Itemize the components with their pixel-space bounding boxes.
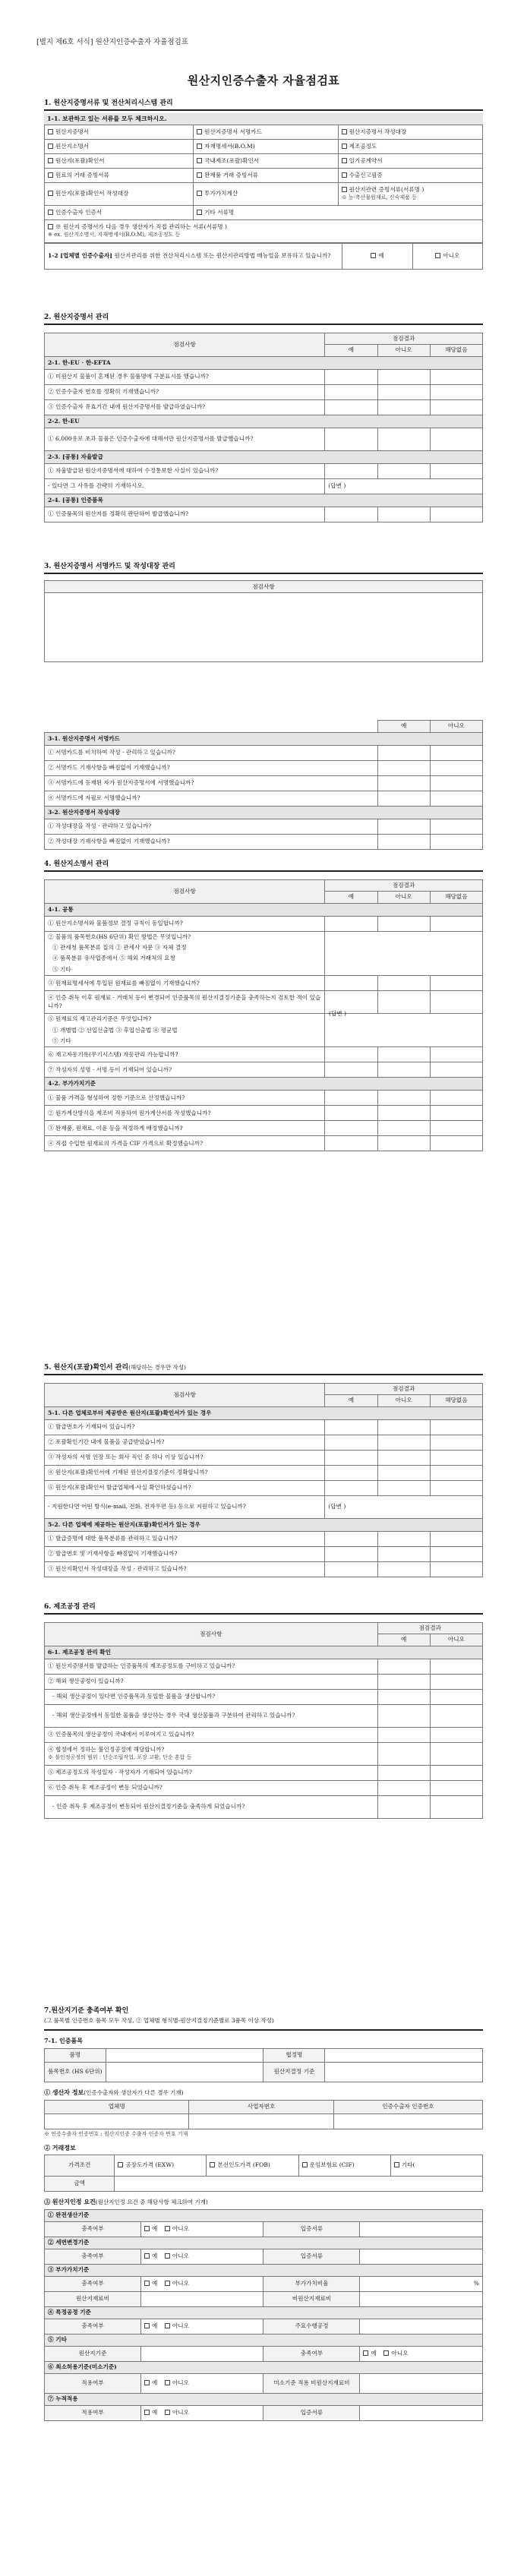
section-3 [44, 562, 483, 850]
subsection-title: 5-2. 다른 업체에 제공하는 원산지(포괄)확인서가 있는 경우 [45, 1518, 483, 1531]
option-line: ⑤ 기타 [45, 964, 325, 976]
checkbox[interactable] [48, 172, 53, 178]
row-label: 적용여부 [45, 2373, 141, 2393]
yes-label: 예 [151, 2225, 158, 2233]
checkbox[interactable] [394, 2162, 399, 2167]
section-7 [44, 2006, 483, 2421]
header-result: 점검결과 [325, 333, 483, 345]
check-question: ② 해외 생산공정이 있습니까? [45, 1674, 378, 1689]
option-label: 기타( [401, 2161, 415, 2169]
option-line: ⑤ 기타 [45, 1036, 325, 1047]
section-2-table [44, 333, 483, 522]
checkbox[interactable] [48, 224, 53, 229]
question-code: 1-2 [업체별 인증수출자] [48, 252, 112, 260]
section-1-title: 1. 원산지증명서류 및 전산처리시스템 관리 [44, 99, 173, 107]
producer-info-title [44, 2088, 483, 2098]
checkbox[interactable] [48, 144, 53, 149]
check-question: ③ 인증품목의 생산공정이 국내에서 이루어지고 있습니까? [45, 1727, 378, 1742]
subsection-title: 4-1. 공통 [45, 903, 483, 916]
yes-checkbox[interactable] [363, 2350, 368, 2356]
check-question: ② 작성대장 기재사항을 빠짐없이 기재했습니까? [45, 834, 378, 849]
header-result: 점검결과 [325, 880, 483, 892]
requirement-title: ⑥ 최소허용기준(미소기준) [45, 2361, 483, 2373]
check-question: - 해외 생산공정에서 동일한 물품을 생산하는 경우 국내 생산물품과 구분하여 관리하고 있습니까? [45, 1704, 378, 1727]
row-label: 원산지재료비 [45, 2291, 141, 2306]
check-question: ④ 직접 수입한 원재료의 가격을 CIF 가격으로 확정했습니까? [45, 1136, 325, 1151]
check-question: ④ 서명카드에 자필로 서명했습니까? [45, 791, 378, 806]
check-item: 원료의 거래 증빙서류 [55, 171, 109, 178]
checkbox[interactable] [197, 129, 202, 134]
no-checkbox[interactable] [435, 253, 440, 258]
check-question [45, 1742, 378, 1765]
subsection-title: 7-1. 인증품목 [44, 2037, 83, 2045]
check-item: 원산지증명서 [55, 128, 90, 135]
no-checkbox[interactable] [165, 2281, 170, 2286]
row-label: 비원산지재료비 [264, 2291, 360, 2306]
option-line: ① 관세청 품목분류 질의 ② 관세사 자문 ③ 자체 결정 [45, 942, 325, 953]
check-question: ⑤ 원산지(포괄)확인서 발급업체에 사실 확인하셨습니까? [45, 1480, 325, 1495]
goods-field[interactable] [106, 2049, 264, 2063]
section-5 [44, 1363, 483, 1577]
section-5-title-note: (해당하는 경우만 작성) [128, 1364, 186, 1371]
no-label: 아니오 [391, 2350, 409, 2357]
header-result: 점검결과 [325, 1384, 483, 1395]
company-field[interactable] [45, 2114, 189, 2129]
checkbox[interactable] [48, 191, 53, 196]
check-question: - 인증 취득 후 제조공정이 변동되어 원산지결정기준을 충족하게 되었습니까? [45, 1795, 378, 1818]
check-question: ① 원산지소명서와 물품정보 결정 규칙이 동일합니까? [45, 916, 325, 931]
header-na: 해당없음 [430, 345, 482, 356]
incoterms-label: 가격조건 [45, 2155, 115, 2177]
section-1-1-title: 1-1. 보관하고 있는 서류를 모두 체크하시오. [44, 113, 483, 125]
subsection-title: 2-1. 한-EU · 한-EFTA [45, 356, 483, 369]
check-item: 원산지증명서 서명카드 [204, 128, 262, 135]
origin-req-note: (원산지인정 요건 중 해당사항 체크하여 기재) [95, 2199, 208, 2206]
no-label: 아니오 [172, 2409, 189, 2417]
company-header: 업체명 [45, 2100, 189, 2114]
header-item: 점검사항 [45, 581, 483, 593]
requirement-title: ① 완전생산기준 [45, 2209, 483, 2221]
no-checkbox[interactable] [165, 2410, 170, 2415]
requirements-table [44, 2209, 483, 2421]
criteria-field[interactable] [140, 2346, 264, 2361]
header-no: 아니오 [377, 1395, 430, 1406]
row-label: 충족여부 [45, 2221, 141, 2237]
requirement-title: ⑦ 누적적용 [45, 2393, 483, 2405]
row-label: 부가가치비율 [264, 2276, 360, 2291]
evidence-field[interactable] [360, 2221, 483, 2237]
header-na: 해당없음 [430, 892, 482, 903]
header-result: 점검결과 [377, 1623, 482, 1634]
section-7-title: 7.원산지기준 충족여부 확인 [44, 2007, 129, 2015]
agreement-field[interactable] [325, 2049, 483, 2063]
checkbox[interactable] [197, 144, 202, 149]
subsection-title: 3-2. 원산지증명서 작성대장 [45, 806, 483, 819]
header-no: 아니오 [430, 720, 482, 732]
header-yes: 예 [325, 892, 377, 903]
question-text: ④ 협정에서 정하는 불인정공정에 해당합니까? [48, 1745, 165, 1753]
approval-header: 인증수출자 인증번호 [333, 2100, 482, 2114]
hs-label: 품목번호 (HS 6단위) [45, 2063, 106, 2082]
yes-checkbox[interactable] [144, 2253, 150, 2259]
yes-checkbox[interactable] [371, 253, 376, 258]
subsection-title: 5-1. 다른 업체로부터 제공받은 원산지(포괄)확인서가 있는 경우 [45, 1406, 483, 1419]
check-question: ② 서명카드 기재사항을 빠짐없이 기재했습니까? [45, 760, 378, 775]
check-question: ⑤ 제조공정도의 작성일자 · 작성자가 기재되어 있습니까? [45, 1765, 378, 1780]
subsection-title: 2-3. [공통] 자율발급 [45, 450, 483, 463]
row-label: 원산지기준 [45, 2346, 141, 2361]
checkbox[interactable] [342, 158, 347, 163]
trade-table [44, 2155, 483, 2192]
requirement-title: ④ 특정공정 기준 [45, 2306, 483, 2319]
check-question: ① 서명카드를 비치하여 작성 · 관리하고 있습니까? [45, 745, 378, 760]
check-question: ② 인증수출자 번호를 정확히 기재했습니까? [45, 384, 325, 399]
header-item: 점검사항 [45, 1623, 378, 1646]
check-question: ② 원가계산방식을 제조비 적용하여 원가계산서를 작성했습니까? [45, 1106, 325, 1121]
note: ※ 농·축산물원재료, 신숙제품 등 [341, 194, 417, 201]
row-label: 주요수행공정 [264, 2319, 360, 2334]
header-na: 해당없음 [430, 1395, 482, 1406]
check-item: ※ 원산지 증명서가 다음 경우 생산자가 직접 관리하는 서류(서류명 ) [55, 223, 227, 231]
amount-label: 금액 [45, 2177, 115, 2192]
section-5-title [44, 1363, 483, 1372]
section-6-title: 6. 제조공정 관리 [44, 1603, 96, 1611]
criteria-field[interactable] [325, 2063, 483, 2082]
subsection-title: 2-4. [공통] 인증품목 [45, 494, 483, 507]
row-label: 입증서류 [264, 2405, 360, 2420]
section-7-note: (그 품목별 인증번호 품목 모두 작성, ② 업체별 형식별-원산지결정기준별로 3품목 이상 작성) [44, 2017, 274, 2025]
document-checklist [44, 125, 483, 243]
system-question [44, 243, 483, 270]
checkbox[interactable] [197, 210, 202, 215]
form-number: [별지 제6호 서식] 원산지인증수출자 자율점검표 [36, 38, 188, 46]
check-item: 원산지(포괄)확인서 작성대장 [55, 190, 129, 197]
requirement-title: ② 세번변경기준 [45, 2237, 483, 2249]
check-question: ② 발급번호 및 기재사항을 빠짐없이 기재했습니까? [45, 1546, 325, 1561]
checkbox[interactable] [197, 172, 202, 178]
checkbox[interactable] [118, 2162, 123, 2167]
document-title: 원산지인증수출자 자율점검표 [187, 74, 340, 87]
checkbox[interactable] [48, 210, 53, 215]
check-question: ① 발급증명에 대한 품목분류를 관리하고 있습니까? [45, 1531, 325, 1546]
check-question: - 있다면 그 사유를 간략히 기재하시오. [45, 478, 325, 494]
goods-table [44, 2048, 483, 2082]
check-question: ④ 인증 취득 이후 원재료 · 거래처 등이 변경되어 인증품목의 원산지결정기준을 충족하는지 검토한 적이 있습니까? [45, 991, 325, 1014]
checkbox[interactable] [342, 129, 347, 134]
checkbox[interactable] [197, 158, 202, 163]
note: ※ 불인정공정의 범위 : 단순조립작업, 포장 교환, 단순 혼합 등 [48, 1754, 192, 1761]
yes-checkbox[interactable] [144, 2410, 150, 2415]
producer-table [44, 2100, 483, 2129]
header-yes: 예 [377, 720, 430, 732]
check-item: 원산지소명서 [55, 142, 90, 150]
section-2-title: 2. 원산지증명서 관리 [44, 314, 109, 321]
header-item: 점검사항 [45, 1384, 325, 1407]
producer-footnote: ※ 인증수출자 인증번호 : 원산지인증 수출자 인증자 번호 기재 [44, 2130, 188, 2137]
agreement-label: 협정명 [264, 2049, 325, 2063]
checkbox[interactable] [48, 129, 53, 134]
no-label: 아니오 [172, 2225, 189, 2233]
check-item: 원산지증명서 작성대장 [349, 128, 407, 135]
trade-info-title: ② 거래정보 [44, 2144, 76, 2152]
no-checkbox[interactable] [383, 2350, 389, 2356]
row-label: 충족여부 [264, 2346, 360, 2361]
row-label: 미소기준 적용 비원산지재료비 [264, 2373, 360, 2393]
origin-req-label: ③ 원산지인정 요건 [44, 2198, 96, 2206]
check-question: ④ 원산지(포괄)확인서에 기재된 원산지결정기준이 정확합니까? [45, 1465, 325, 1480]
no-label: 아니오 [172, 2322, 189, 2330]
check-question: ⑥ 인증 취득 후 제조공정이 변동 되었습니까? [45, 1780, 378, 1795]
yes-checkbox[interactable] [144, 2226, 150, 2231]
evidence-field[interactable] [360, 2249, 483, 2264]
check-item: 인증수출자 인증서 [55, 208, 103, 216]
checkbox[interactable] [342, 172, 347, 178]
check-item: 원산지관련 증빙서류(서류명 ) [349, 186, 424, 194]
no-checkbox[interactable] [165, 2380, 170, 2385]
bizno-header: 사업자번호 [189, 2100, 333, 2114]
subsection-title: 4-2. 부가가치기준 [45, 1078, 483, 1091]
check-item: 수출신고필증 [349, 171, 383, 178]
check-question: ⑥ 재고자동기록(무기시스템) 자동관리 가능합니까? [45, 1047, 325, 1062]
answer-field[interactable]: (답변 ) [325, 478, 483, 494]
section-1 [44, 99, 483, 270]
approval-field[interactable] [333, 2114, 482, 2129]
row-label: 입증서류 [264, 2249, 360, 2264]
checkbox[interactable] [342, 144, 347, 149]
check-question: ① 자율발급된 원산지증명서에 대하여 수정통보한 사실이 있습니까? [45, 463, 325, 478]
section-2 [44, 313, 483, 522]
check-question: - 해외 생산공정이 있다면 인증품목과 동일한 물품을 생산합니까? [45, 1689, 378, 1704]
yes-label: 예 [151, 2379, 158, 2387]
material-field[interactable] [140, 2291, 264, 2306]
yes-label: 예 [151, 2322, 158, 2330]
evidence-field[interactable] [360, 2405, 483, 2420]
yes-label: 예 [371, 2350, 377, 2357]
subsection-title: 2-2. 한-EU [45, 415, 483, 428]
check-question: ① 물품 가격을 형성하여 정한 기준으로 산정했습니까? [45, 1091, 325, 1106]
header-yes: 예 [325, 345, 377, 356]
check-question: ③ 작성자의 서명 인장 또는 회사 직인 중 하나 이상 있습니까? [45, 1450, 325, 1465]
check-question: ② 물품의 품목번호(HS 6단위) 확인 방법은 무엇입니까? [45, 931, 325, 942]
checkbox[interactable] [302, 2162, 308, 2167]
row-label: 적용여부 [45, 2405, 141, 2420]
yes-label: 예 [151, 2280, 158, 2287]
header-no: 아니오 [377, 345, 430, 356]
check-question: ⑦ 작성자의 성명 · 서명 등이 기재되어 있습니까? [45, 1062, 325, 1078]
answer-field[interactable]: (답변 ) [325, 1495, 483, 1518]
yes-label: 예 [151, 2252, 158, 2260]
header-item: 점검사항 [45, 880, 325, 904]
option-label: 운임보험료 (CIF) [309, 2161, 355, 2169]
section-5-table [44, 1383, 483, 1577]
no-label: 아니오 [172, 2379, 189, 2387]
producer-info-label: ① 생산자 정보 [44, 2088, 84, 2097]
requirement-title: ③ 부가가치기준 [45, 2264, 483, 2276]
check-question: ① 작성대장을 작성 · 관리하고 있습니까? [45, 819, 378, 834]
process-field[interactable] [360, 2319, 483, 2334]
check-item: 투가가치계산 [204, 190, 238, 197]
question-text: 원산지관리를 위한 전산처리시스템 또는 원산지관리방법 매뉴얼을 보유하고 있습니까? [114, 252, 331, 260]
section-3-table [44, 720, 483, 850]
header-item: 점검사항 [45, 333, 325, 357]
check-question: ③ 서명카드에 등재된 자가 원산지증명서에 서명했습니까? [45, 775, 378, 791]
option-line: ① 개별법 ② 선입선출법 ③ 후입선출법 ④ 평균법 [45, 1025, 325, 1036]
row-label: 입증서류 [264, 2221, 360, 2237]
check-question: ① 인증품목의 원산지를 정확히 판단하여 발급했습니까? [45, 507, 325, 522]
amount-field[interactable] [115, 2177, 483, 2192]
checkbox[interactable] [48, 158, 53, 163]
yes-label: 예 [378, 252, 384, 260]
bizno-field[interactable] [189, 2114, 333, 2129]
row-label: 충족여부 [45, 2249, 141, 2264]
option-label: 공장도가격 (EXW) [125, 2161, 175, 2169]
yes-checkbox[interactable] [144, 2323, 150, 2328]
check-question: ③ 완제품, 원재료, 이윤 등을 적정하게 배정했습니까? [45, 1121, 325, 1136]
check-question: ③ 인증수출자 유효기간 내에 원산지증명서를 발급하였습니까? [45, 399, 325, 415]
note: ※ ex. 원산지소명서, 자재명세서(B.O.M), 제조공정도 등 [48, 232, 181, 238]
check-item: 일기공계약서 [349, 156, 383, 164]
header-yes: 예 [325, 1395, 377, 1406]
yes-checkbox[interactable] [144, 2380, 150, 2385]
section-3-spacer [44, 593, 483, 662]
checkbox[interactable] [197, 191, 202, 196]
header-no: 아니오 [377, 892, 430, 903]
subsection-title: 3-1. 원산지증명서 서명카드 [45, 732, 483, 745]
section-3-header-table [44, 580, 483, 593]
section-6 [44, 1602, 483, 1819]
criteria-label: 원산지결정 기준 [264, 2063, 325, 2082]
checkbox[interactable] [342, 187, 347, 192]
goods-label: 품명 [45, 2049, 106, 2063]
section-4-table [44, 879, 483, 1151]
no-checkbox[interactable] [165, 2253, 170, 2259]
producer-info-note: (인증수출자와 생산자가 다른 경우 기재) [84, 2089, 184, 2097]
check-question: ② 포괄확인기간 내에 물품을 공급받았습니까? [45, 1435, 325, 1450]
yes-label: 예 [151, 2409, 158, 2417]
check-question: ① 미원산지 물품이 혼재된 경우 물품명에 구분표시를 했습니까? [45, 369, 325, 384]
section-4 [44, 860, 483, 1151]
header-no: 아니오 [430, 1634, 482, 1646]
check-item: 자재명세서(B.O.M) [204, 142, 255, 150]
check-question: ③ 원재료명세서에 투입된 원재료를 빠짐없이 기재했습니까? [45, 976, 325, 991]
check-question: ③ 원산지확인서 작성대장을 작성 · 관리하고 있습니까? [45, 1561, 325, 1577]
yes-checkbox[interactable] [144, 2281, 150, 2286]
check-question: ① 6,000유로 초과 물품은 인증수출자에 대해서만 원산지증명서를 발급했습니까? [45, 428, 325, 450]
answer-field[interactable]: (답변 ) [329, 1010, 347, 1017]
check-item: 완제품 거래 증빙서류 [204, 171, 259, 178]
no-label: 아니오 [172, 2280, 189, 2287]
option-line: ④ 품목분류 유사업종에서 ⑤ 해외 거래처의 요청 [45, 953, 325, 964]
no-checkbox[interactable] [165, 2226, 170, 2231]
checkbox[interactable] [210, 2162, 215, 2167]
no-label: 아니오 [172, 2252, 189, 2260]
no-checkbox[interactable] [165, 2323, 170, 2328]
origin-req-title [44, 2198, 483, 2207]
section-4-title: 4. 원산지소명서 관리 [44, 860, 109, 868]
subsection-title: 6-1. 제조공정 관리 확인 [45, 1646, 483, 1659]
section-3-title: 3. 원산지증명서 서명카드 및 작성대장 관리 [44, 563, 175, 570]
row-label: 충족여부 [45, 2276, 141, 2291]
header-yes: 예 [377, 1634, 430, 1646]
hs-field[interactable] [106, 2063, 264, 2082]
check-item: 국내제조(포괄)확인서 [204, 156, 260, 164]
material-field[interactable] [360, 2291, 483, 2306]
check-item: 기타 서류명 [204, 208, 235, 216]
section-6-table [44, 1622, 483, 1819]
percent-field[interactable]: % [360, 2276, 483, 2291]
requirement-title: ⑤ 기타 [45, 2334, 483, 2346]
row-label: 충족여부 [45, 2319, 141, 2334]
no-label: 아니오 [443, 252, 460, 260]
check-question: ⑤ 원재료의 재고관리기준은 무엇입니까? [45, 1014, 325, 1025]
check-question: - 지원한다면 어떤 방식(e-mail, 전화, 전자우편 등) 등으로 지원하고 있습니까? [45, 1495, 325, 1518]
section-5-title-text: 5. 원산지(포괄)확인서 관리 [44, 1364, 129, 1372]
check-item: 원산지(포괄)확인서 [55, 156, 105, 164]
check-item: 제조공정도 [349, 142, 377, 150]
deminimis-field[interactable] [360, 2373, 483, 2393]
check-question: ① 원산지증명서를 발급하는 인증품목의 제조공정도를 구비하고 있습니까? [45, 1659, 378, 1674]
check-question: ① 발급번호가 기재되어 있습니까? [45, 1419, 325, 1435]
option-label: 본선인도가격 (FOB) [217, 2161, 270, 2169]
